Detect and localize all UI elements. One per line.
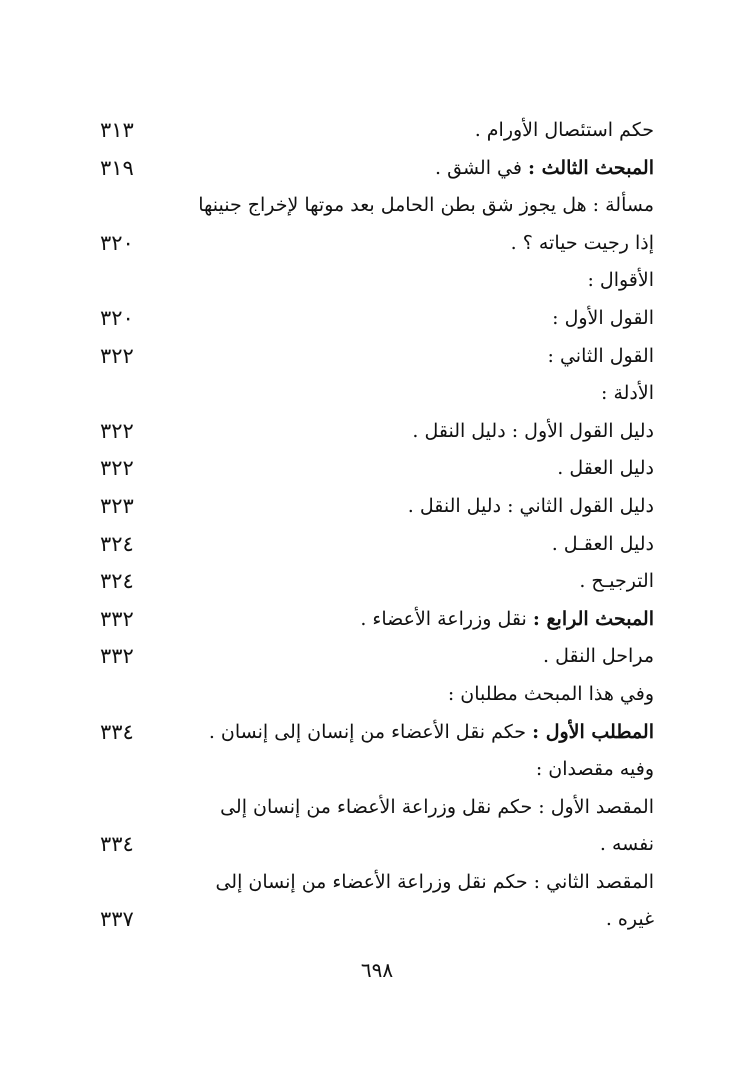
toc-row <box>100 676 660 714</box>
toc-row <box>100 488 660 526</box>
toc-page-number: ٣٢٠ <box>100 230 134 255</box>
toc-entry-text: حكم استئصال الأورام . <box>474 119 654 141</box>
toc-row <box>100 526 660 564</box>
toc-entry-text: وفي هذا المبحث مطلبان : <box>447 682 654 705</box>
toc-page-number: ٣٣٤ <box>100 719 134 744</box>
toc-row <box>100 789 660 827</box>
section-title: حكم نقل الأعضاء من إنسان إلى إنسان . <box>208 720 533 743</box>
toc-page-number: ٣٣٢ <box>100 644 134 669</box>
toc-page-number: ٣٢٤ <box>100 569 134 594</box>
toc-entry-text: مراحل النقل . <box>543 645 654 668</box>
toc-entry-text: القول الثاني : <box>547 344 654 367</box>
toc-page-number: ٣١٩ <box>100 155 134 180</box>
toc-entry-text: دليل العقل . <box>557 457 654 480</box>
toc-page-number: ٣٢٢ <box>100 418 134 443</box>
toc-entry-text: المقصد الأول : حكم نقل وزراعة الأعضاء من إنسان إلى <box>220 795 654 818</box>
toc-entry-text: دليل القول الثاني : دليل النقل . <box>407 494 654 517</box>
toc-entry-text: الأقوال : <box>587 269 654 292</box>
toc-page-number: ٣١٣ <box>100 118 134 142</box>
toc-page-number: ٣٢٢ <box>100 456 134 481</box>
section-heading: المطلب الأول : <box>532 720 654 743</box>
toc-page-number: ٣٣٤ <box>100 832 134 857</box>
toc-entry-text <box>360 601 654 639</box>
toc-row <box>100 225 660 263</box>
toc-row <box>100 112 660 150</box>
toc-row <box>100 901 660 939</box>
toc-entry-text: دليل القول الأول : دليل النقل . <box>412 419 654 442</box>
toc-entry-text: مسألة : هل يجوز شق بطن الحامل بعد موتها لإخراج جنينها <box>198 194 654 217</box>
toc-entry-text: وفيه مقصدان : <box>535 758 654 781</box>
toc-row <box>100 413 660 451</box>
toc-row <box>100 714 660 752</box>
toc-row <box>100 150 660 188</box>
section-title: نقل وزراعة الأعضاء . <box>360 607 533 630</box>
toc-page-number: ٣٣٧ <box>100 907 134 932</box>
toc-row <box>100 826 660 864</box>
toc-row <box>100 864 660 902</box>
toc-row <box>100 300 660 338</box>
toc-entry-text: المقصد الثاني : حكم نقل وزراعة الأعضاء من إنسان إلى <box>215 870 654 893</box>
toc-entry-text: نفسه . <box>599 833 654 856</box>
toc-page-number: ٣٢٠ <box>100 305 134 330</box>
toc-page-number: ٣٣٢ <box>100 606 134 631</box>
toc-entry-text: إذا رجيت حياته ؟ . <box>510 231 654 254</box>
toc-row <box>100 751 660 789</box>
toc-page-number: ٣٢٢ <box>100 343 134 368</box>
toc-entry-text: الترجيـح . <box>579 570 654 593</box>
toc-page-number: ٣٢٤ <box>100 531 134 556</box>
toc-row <box>100 563 660 601</box>
toc-row <box>100 338 660 376</box>
toc-entry-text <box>209 714 654 752</box>
toc-row <box>100 375 660 413</box>
toc-entry-text: دليل العقـل . <box>551 532 654 555</box>
toc-entry-text: غيره . <box>605 908 654 931</box>
section-heading: المبحث الثالث : <box>528 156 654 179</box>
toc-row <box>100 450 660 488</box>
section-title: في الشق . <box>435 156 528 179</box>
table-of-contents <box>100 112 660 939</box>
toc-row <box>100 601 660 639</box>
toc-entry-text: القول الأول : <box>552 306 654 329</box>
toc-page-number: ٣٢٣ <box>100 493 134 518</box>
section-heading: المبحث الرابع : <box>532 607 654 630</box>
toc-entry-text <box>435 150 654 188</box>
toc-row <box>100 187 660 225</box>
toc-row <box>100 262 660 300</box>
toc-row <box>100 638 660 676</box>
toc-entry-text: الأدلة : <box>601 382 654 405</box>
page-number: ٦٩٨ <box>360 958 394 982</box>
